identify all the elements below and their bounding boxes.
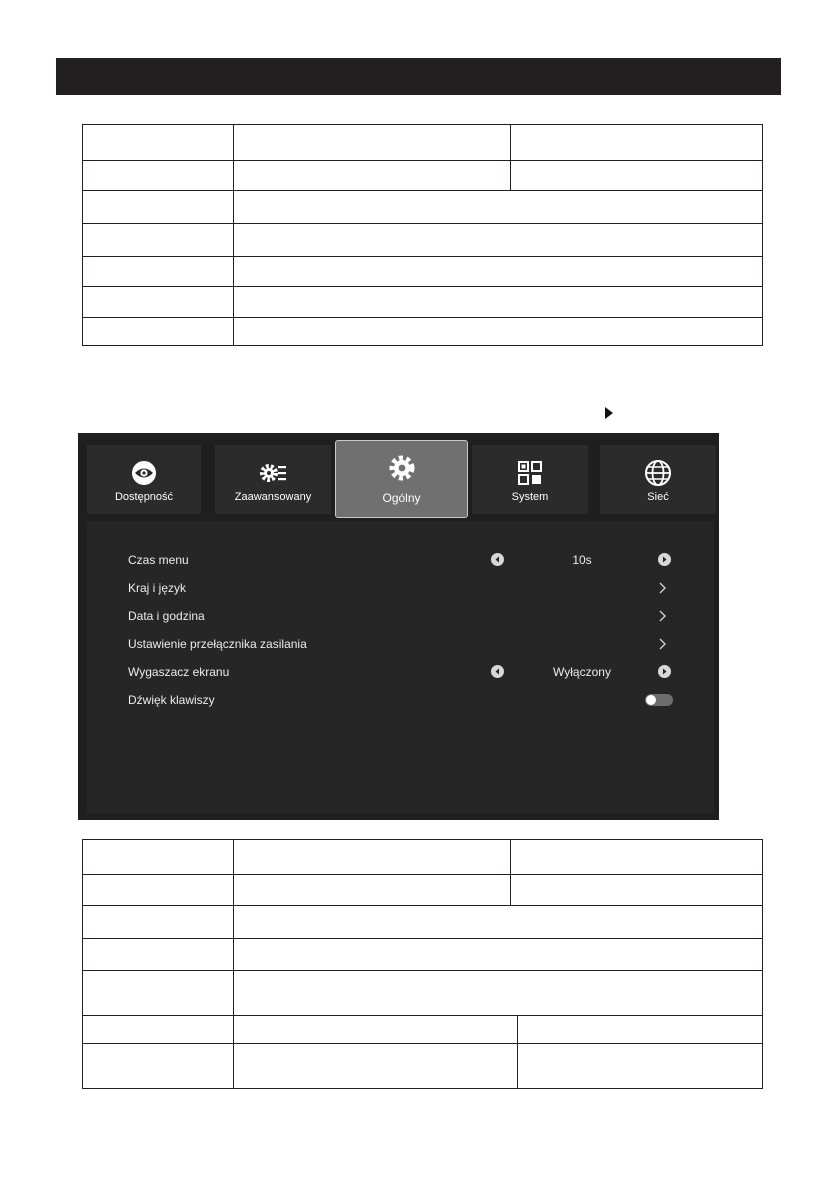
table-cell [83, 906, 234, 939]
gear-list-icon [259, 459, 287, 487]
table-row [83, 1016, 763, 1044]
setting-przelacznik-zasilania[interactable] [87, 630, 714, 658]
table-cell [83, 161, 234, 191]
table-cell [234, 161, 511, 191]
table-cell [511, 125, 763, 161]
setting-label: Wygaszacz ekranu [128, 665, 230, 679]
table-cell [234, 191, 763, 224]
setting-label: Dźwięk klawiszy [128, 693, 215, 707]
table-row [83, 125, 763, 161]
table-cell [518, 1044, 763, 1089]
tab-system[interactable] [472, 445, 588, 514]
tab-label: Dostępność [114, 491, 174, 503]
arrow-left-icon[interactable] [491, 553, 504, 566]
table-cell [234, 287, 763, 318]
setting-value: 10s [572, 553, 592, 567]
table-cell [234, 1044, 518, 1089]
table-cell [234, 971, 763, 1016]
table-row [83, 161, 763, 191]
setting-label: Czas menu [128, 553, 189, 567]
table-row [83, 840, 763, 875]
table-cell [83, 257, 234, 287]
table-cell [234, 906, 763, 939]
table-cell [83, 971, 234, 1016]
table-cell [234, 875, 511, 906]
table-cell [83, 287, 234, 318]
table-row [83, 287, 763, 318]
section-header-bar [56, 58, 781, 95]
chevron-right-icon [655, 637, 669, 651]
tab-ogolny[interactable] [335, 440, 468, 518]
globe-icon [644, 459, 672, 487]
table-cell [83, 318, 234, 346]
table-row [83, 971, 763, 1016]
arrow-right-icon[interactable] [658, 553, 671, 566]
chevron-right-icon [655, 609, 669, 623]
table-row [83, 224, 763, 257]
table-row [83, 1044, 763, 1089]
table-cell [234, 224, 763, 257]
table-cell [234, 257, 763, 287]
table-cell [83, 1044, 234, 1089]
toggle-switch[interactable] [645, 694, 673, 706]
setting-dzwiek-klawiszy[interactable] [87, 686, 714, 714]
table-cell [518, 1016, 763, 1044]
table-cell [234, 939, 763, 971]
tab-zaawansowany[interactable] [215, 445, 331, 514]
table-cell [83, 224, 234, 257]
table-cell [234, 318, 763, 346]
arrow-left-icon[interactable] [491, 665, 504, 678]
top-table [82, 124, 763, 346]
table-row [83, 875, 763, 906]
table-cell [83, 191, 234, 224]
chevron-right-icon [655, 581, 669, 595]
tab-label: Zaawansowany [234, 491, 312, 503]
tab-dostepnosc[interactable] [87, 445, 201, 514]
table-row [83, 939, 763, 971]
tv-menu-screenshot [78, 433, 719, 820]
setting-kraj-i-jezyk[interactable] [87, 574, 714, 602]
setting-wygaszacz-ekranu[interactable] [87, 658, 714, 686]
table-cell [83, 125, 234, 161]
table-cell [234, 1016, 518, 1044]
gear-icon [388, 454, 416, 482]
tab-label: Sieć [647, 491, 669, 503]
table-cell [83, 875, 234, 906]
tab-label: Ogólny [382, 491, 421, 505]
setting-czas-menu[interactable] [87, 546, 714, 574]
table-cell [511, 840, 763, 875]
bottom-table [82, 839, 763, 1089]
table-cell [511, 875, 763, 906]
table-cell [234, 840, 511, 875]
tab-label: System [511, 491, 549, 503]
table-row [83, 318, 763, 346]
system-grid-icon [516, 459, 544, 487]
toggle-knob [646, 695, 656, 705]
table-row [83, 191, 763, 224]
settings-panel [87, 521, 714, 813]
table-cell [83, 840, 234, 875]
setting-value: Wyłączony [553, 665, 611, 679]
arrow-right-icon[interactable] [658, 665, 671, 678]
table-cell [83, 1016, 234, 1044]
eye-icon [130, 459, 158, 487]
table-cell [83, 939, 234, 971]
play-triangle-icon [604, 406, 614, 420]
table-row [83, 257, 763, 287]
setting-label: Kraj i język [128, 581, 187, 595]
setting-data-i-godzina[interactable] [87, 602, 714, 630]
setting-label: Ustawienie przełącznika zasilania [128, 637, 307, 651]
tab-siec[interactable] [600, 445, 716, 514]
setting-label: Data i godzina [128, 609, 205, 623]
table-cell [511, 161, 763, 191]
table-row [83, 906, 763, 939]
table-cell [234, 125, 511, 161]
